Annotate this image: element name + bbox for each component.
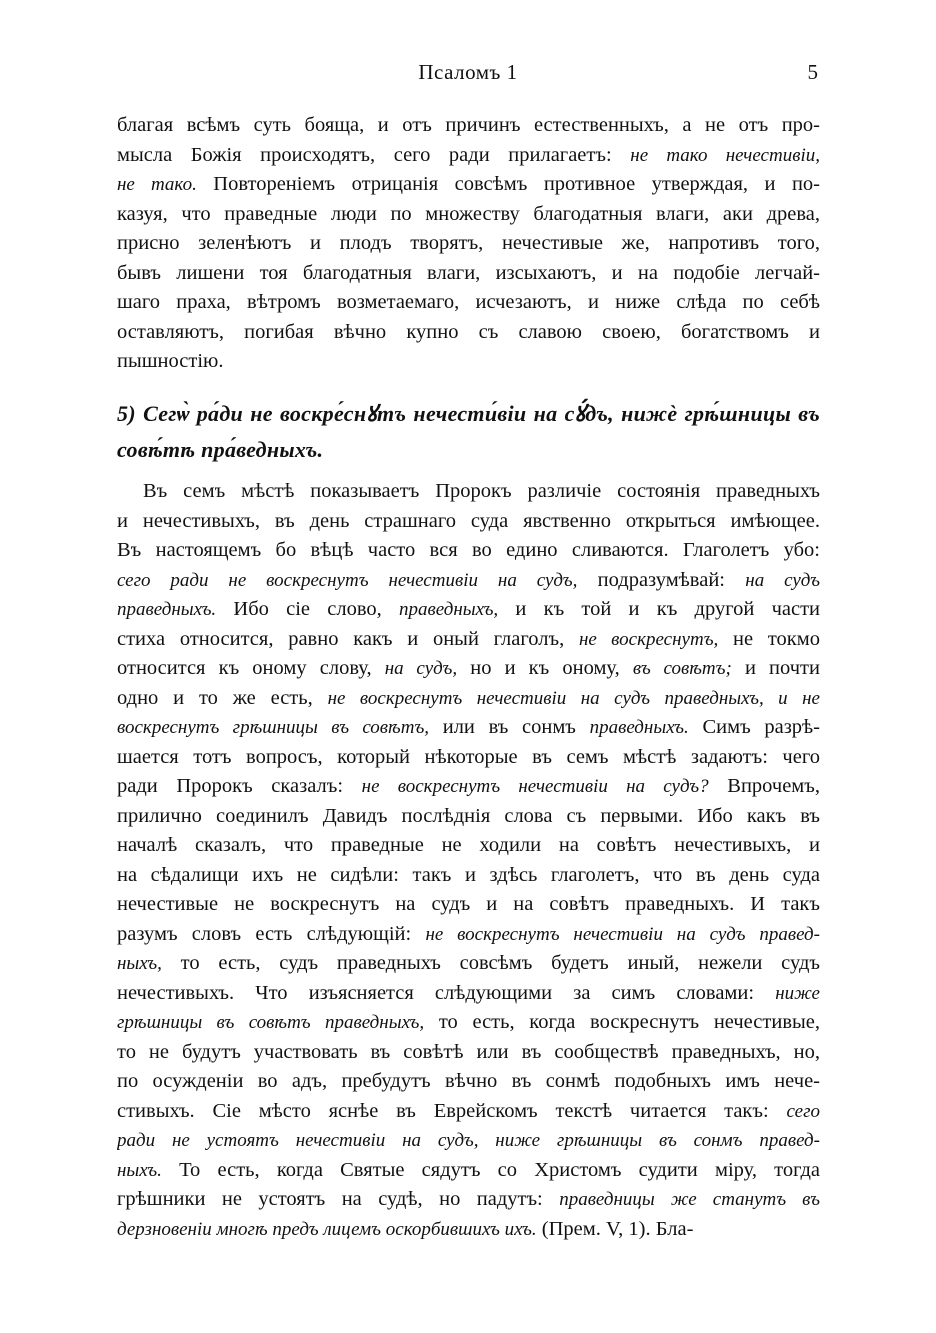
text-line (117, 477, 820, 507)
text-segment: присно зеленѣютъ и плодъ творятъ, нечестивые же, напротивъ того, (117, 232, 820, 254)
verse-line: совѣ́тѣ пра́ведныхъ. (117, 437, 324, 462)
text-segment: началѣ сказалъ, что праведные не ходили на совѣтъ нечестивыхъ, и (117, 834, 820, 856)
text-segment: мысла Божія происходятъ, сего ради прилагаетъ: (117, 143, 631, 166)
italic-quotation: праведныхъ. (117, 599, 217, 620)
text-line (117, 229, 820, 259)
text-line (117, 170, 820, 200)
text-line (117, 200, 820, 230)
text-line (117, 743, 820, 773)
text-line (117, 625, 820, 655)
page-header (0, 60, 936, 90)
text-segment: То есть, когда Святые сядутъ со Христомъ судити міру, тогда (161, 1158, 820, 1181)
text-segment: стивыхъ. Сіе мѣсто яснѣе въ Еврейскомъ текстѣ читается такъ: (117, 1099, 787, 1122)
italic-quotation: сего ради не воскреснутъ нечестивіи на судъ, (117, 569, 578, 591)
running-title: Псаломъ 1 (418, 60, 518, 84)
text-line (117, 684, 820, 714)
italic-quotation: не воскреснутъ нечестивіи на судъ праведныхъ, и не (327, 687, 820, 709)
text-segment: не токмо (718, 627, 820, 650)
italic-quotation: праведныхъ. (589, 717, 689, 738)
italic-quotation: не воскреснутъ нечестивіи на судъ? (361, 776, 709, 797)
text-segment: Впрочемъ, (708, 775, 820, 797)
italic-quotation: сего (786, 1100, 820, 1122)
text-line (117, 507, 820, 537)
verse-line: 5) Сегѡ̀ ра́ди не воскре́снꙋтъ нечести́віи на сꙋ́дъ, нижѐ грѣ́шницы въ (117, 401, 820, 426)
italic-quotation: ныхъ. (117, 1159, 162, 1181)
italic-quotation: грѣшницы въ совѣтъ праведныхъ, (117, 1012, 425, 1033)
text-segment: но и къ оному, (457, 657, 633, 679)
text-segment: и почти (731, 657, 820, 679)
text-segment: разумъ словъ есть слѣдующій: (117, 922, 426, 945)
italic-quotation: дерзновеніи многѣ предъ лицемъ оскорбившихъ ихъ. (117, 1218, 537, 1240)
text-segment: относится къ оному слову, (117, 657, 385, 679)
paragraph-commentary-2 (117, 477, 820, 1244)
text-line (117, 566, 820, 596)
text-line (117, 802, 820, 832)
page-number: 5 (807, 60, 818, 84)
text-segment: стиха относится, равно какъ и оный глаголъ, (117, 627, 579, 650)
text-line (117, 1097, 820, 1127)
text-segment: подразумѣвай: (577, 568, 746, 591)
text-line (117, 111, 820, 141)
italic-quotation: на судъ (745, 569, 820, 591)
text-segment: казуя, что праведные люди по множеству благодатныя влаги, аки древа, (117, 202, 820, 225)
text-segment: то есть, когда воскреснутъ нечестивые, (424, 1011, 820, 1033)
text-line (117, 949, 820, 979)
text-segment: (Прем. V, 1). Бла- (536, 1217, 694, 1240)
text-segment: шаго праха, вѣтромъ возметаемаго, исчезаютъ, и ниже слѣда по себѣ (117, 291, 820, 313)
text-segment: или въ сонмъ (429, 716, 590, 738)
text-line (117, 347, 820, 377)
text-line (117, 1126, 820, 1156)
text-line (117, 288, 820, 318)
verse-quotation (117, 396, 820, 468)
text-line (117, 141, 820, 171)
text-segment: по осужденіи во адъ, пребудутъ вѣчно въ сонмѣ подобныхъ имъ нече- (117, 1070, 820, 1092)
text-segment: благая всѣмъ суть бояща, и отъ причинъ естественныхъ, а не отъ про- (117, 114, 820, 136)
text-segment: прилично соединилъ Давидъ послѣднія слова съ первыми. Ибо какъ въ (117, 804, 820, 827)
text-segment: Въ семъ мѣстѣ показываетъ Пророкъ различіе состоянія праведныхъ (143, 480, 820, 502)
text-line (117, 1185, 820, 1215)
text-line (117, 831, 820, 861)
text-segment: Въ настоящемъ бо вѣцѣ часто вся во едино сливаются. Глаголетъ убо: (117, 539, 820, 561)
text-segment: Ибо сіе слово, (216, 598, 399, 620)
italic-quotation: на судъ, (384, 658, 458, 679)
text-segment: Симъ разрѣ- (688, 716, 820, 738)
text-segment: оставляютъ, погибая вѣчно купно съ славою своею, богатствомъ и (117, 320, 820, 343)
text-segment: Повтореніемъ отрицанія совсѣмъ противное утверждая, и по- (196, 173, 820, 195)
italic-quotation: не тако. (117, 174, 197, 195)
italic-quotation: воскреснутъ грѣшницы въ совѣтъ, (117, 717, 430, 738)
text-segment: то не будутъ участвовать въ совѣтѣ или въ сообществѣ праведныхъ, но, (117, 1040, 820, 1063)
text-segment: бывъ лишени тоя благодатныя влаги, изсыхаютъ, и на подобіе легчай- (117, 261, 820, 284)
text-line (117, 259, 820, 289)
text-line (117, 861, 820, 891)
text-line (117, 1156, 820, 1186)
text-line (117, 1008, 820, 1038)
text-segment: то есть, судъ праведныхъ совсѣмъ будетъ иный, нежели судъ (161, 952, 820, 974)
text-line (117, 1067, 820, 1097)
text-segment: одно и то же есть, (117, 686, 328, 709)
text-segment: и нечестивыхъ, въ день страшнаго суда явственно открыться имѣющее. (117, 509, 820, 532)
text-line (117, 979, 820, 1009)
text-segment: нечестивые не воскреснутъ на судъ и на совѣтъ праведныхъ. И такъ (117, 893, 820, 915)
text-segment: пышностію. (117, 350, 224, 372)
text-line (117, 713, 820, 743)
italic-quotation: не воскреснутъ, (578, 628, 719, 650)
text-segment: на сѣдалищи ихъ не сидѣли: такъ и здѣсь глаголетъ, что въ день суда (117, 863, 820, 886)
italic-quotation: праведницы же станутъ въ (559, 1189, 820, 1210)
text-line (117, 772, 820, 802)
paragraph-commentary-1 (117, 111, 820, 377)
italic-quotation: ради не устоятъ нечестивіи на судъ, ниже грѣшницы въ сонмъ правед- (117, 1130, 820, 1151)
text-segment: грѣшники не устоятъ на судѣ, но падутъ: (117, 1188, 560, 1210)
text-line (117, 595, 820, 625)
text-line (117, 318, 820, 348)
text-segment: нечестивыхъ. Что изъясняется слѣдующими за симъ словами: (117, 981, 776, 1004)
text-line (117, 654, 820, 684)
italic-quotation: праведныхъ, (399, 599, 499, 620)
italic-quotation: не тако нечестивіи, (630, 144, 820, 166)
text-line (117, 890, 820, 920)
italic-quotation: не воскреснутъ нечестивіи на судъ правед- (425, 923, 820, 945)
italic-quotation: ниже (775, 982, 820, 1004)
italic-quotation: въ совѣтъ; (632, 658, 732, 679)
text-segment: ради Пророкъ сказалъ: (117, 775, 362, 797)
text-line (117, 920, 820, 950)
text-segment: шается тотъ вопросъ, который нѣкоторые въ семъ мѣстѣ задаютъ: чего (117, 745, 820, 768)
text-line (117, 536, 820, 566)
italic-quotation: ныхъ, (117, 953, 162, 974)
text-line (117, 1215, 820, 1245)
text-segment: и къ той и къ другой части (498, 598, 820, 620)
text-line (117, 1038, 820, 1068)
